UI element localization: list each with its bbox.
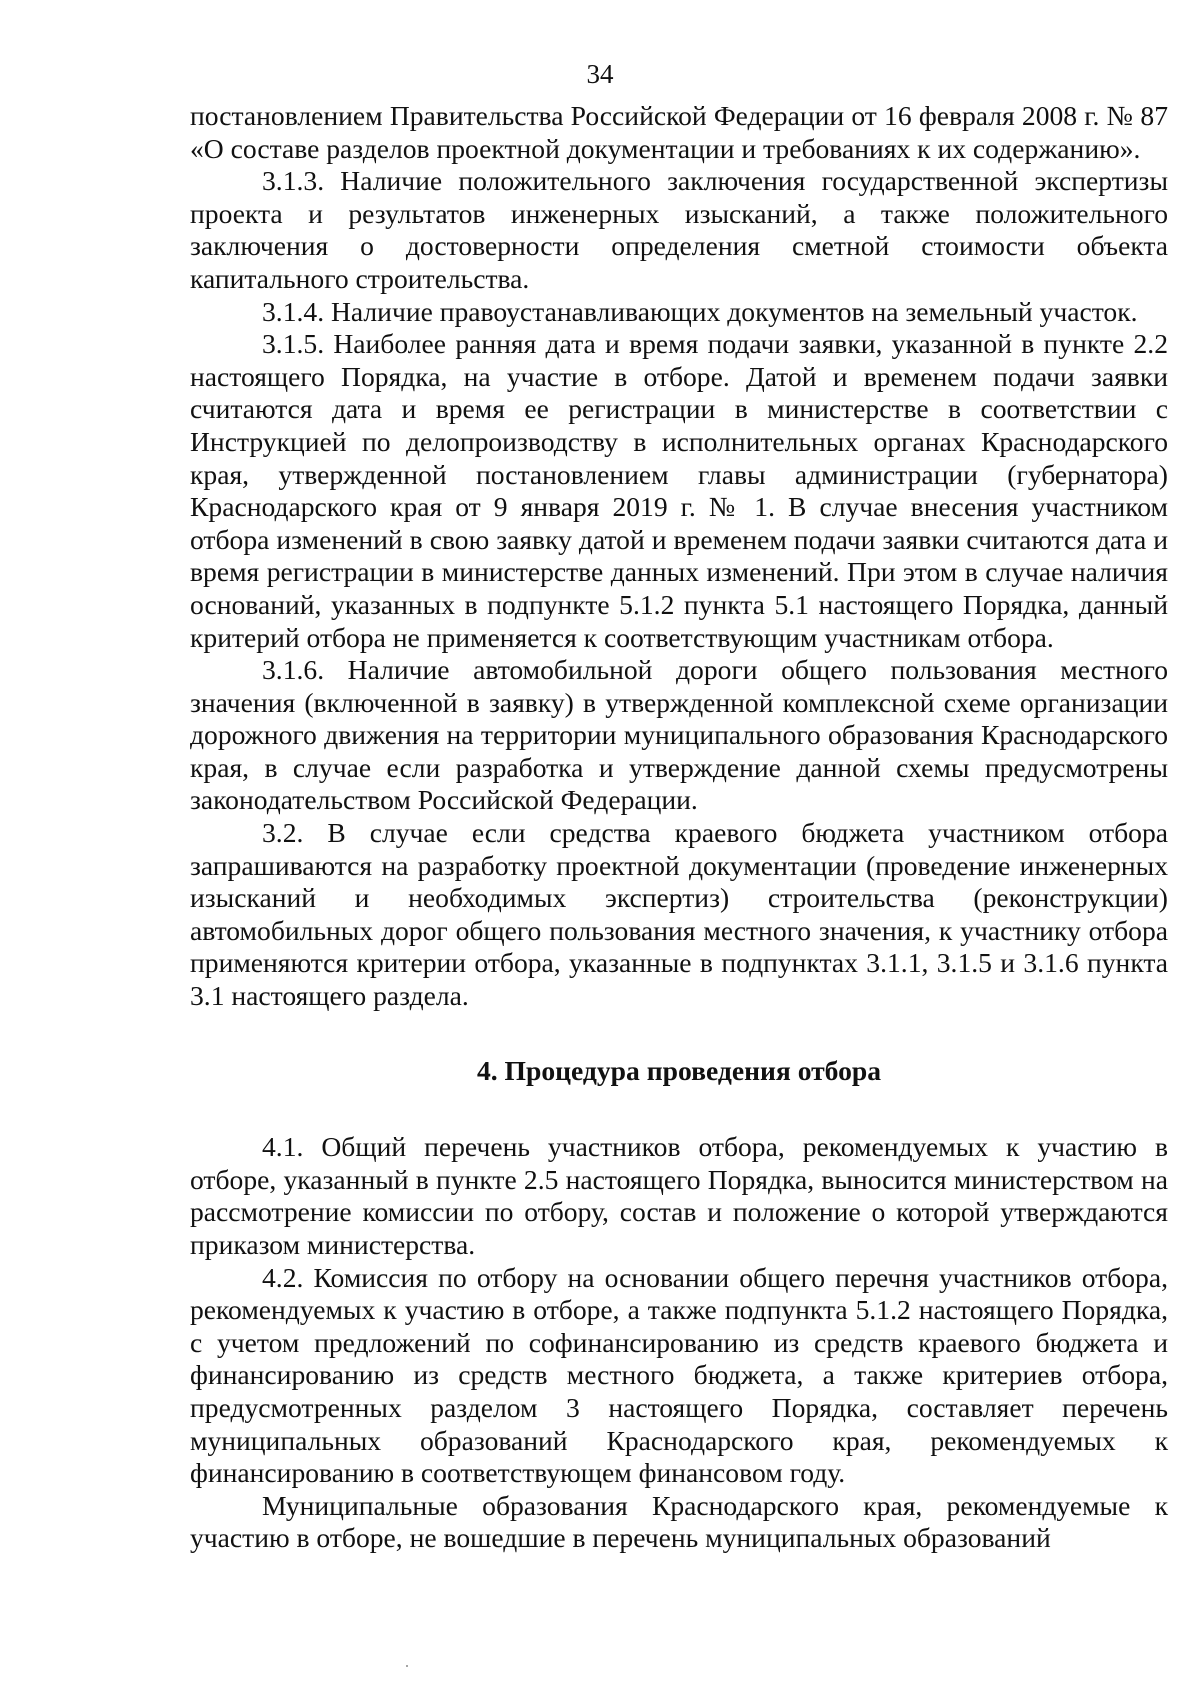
section-heading: 4. Процедура проведения отбора — [476, 1054, 882, 1086]
paragraph-3-1-5: 3.1.5. Наиболее ранняя дата и время подачи заявки, указанной в пункте 2.2 настоящего Порядка, на участие в отборе. Датой и временем подачи заявки считаются дата и время ее регистрации в министерстве в соответствии с Инструкцией по делопроизводству в исполнительных органах Краснодарского края, утвержденной постановлением главы администрации (губернатора) Краснодарского края от 9 января 2019 г. № 1. В случае внесения участником отбора изменений в свою заявку датой и временем подачи заявки считаются дата и время регистрации в министерстве данных изменений. При этом в случае наличия оснований, указанных в подпункте 5.1.2 пункта 5.1 настоящего Порядка, данный критерий отбора не применяется к соответствующим участникам отбора. — [190, 328, 1168, 653]
paragraph-4-1: 4.1. Общий перечень участников отбора, рекомендуемых к участию в отборе, указанный в пункте 2.5 настоящего Порядка, выносится министерством на рассмотрение комиссии по отбору, состав и положение о которой утверждаются приказом министерства. — [190, 1131, 1168, 1260]
paragraph-3-1-3: 3.1.3. Наличие положительного заключения государственной экспертизы проекта и результатов инженерных изысканий, а также положительного заключения о достоверности определения сметной стоимости объекта капитального строительства. — [190, 165, 1168, 294]
paragraph-3-1-6: 3.1.6. Наличие автомобильной дороги общего пользования местного значения (включенной в заявку) в утвержденной комплексной схеме организации дорожного движения на территории муниципального образования Краснодарского края, в случае если разработка и утверждение данной схемы предусмотрены законодательством Российской Федерации. — [190, 654, 1168, 816]
paragraph-4-2: 4.2. Комиссия по отбору на основании общего перечня участников отбора, рекомендуемых к участию в отборе, а также подпункта 5.1.2 настоящего Порядка, с учетом предложений по софинансированию из средств краевого бюджета и финансированию из средств местного бюджета, а также критериев отбора, предусмотренных разделом 3 настоящего Порядка, составляет перечень муниципальных образований Краснодарского края, рекомендуемых к финансированию в соответствующем финансовом году. — [190, 1261, 1168, 1489]
paragraph-3-2: 3.2. В случае если средства краевого бюджета участником отбора запрашиваются на разработку проектной документации (проведение инженерных изысканий и необходимых экспертиз) строительства (реконструкции) автомобильных дорог общего пользования местного значения, к участнику отбора применяются критерии отбора, указанные в подпунктах 3.1.1, 3.1.5 и 3.1.6 пункта 3.1 настоящего раздела. — [190, 817, 1168, 1012]
document-body — [190, 100, 1168, 1555]
scan-speck — [406, 1665, 408, 1667]
paragraph-continuation: постановлением Правительства Российской Федерации от 16 февраля 2008 г. № 87 «О составе разделов проектной документации и требованиях к их содержанию». — [190, 100, 1168, 164]
paragraph-municipal-continued: Муниципальные образования Краснодарского края, рекомендуемые к участию в отборе, не вошедшие в перечень муниципальных образований — [190, 1489, 1168, 1554]
paragraph-3-1-4: 3.1.4. Наличие правоустанавливающих документов на земельный участок. — [262, 295, 1138, 327]
page-number: 34 — [586, 59, 614, 89]
